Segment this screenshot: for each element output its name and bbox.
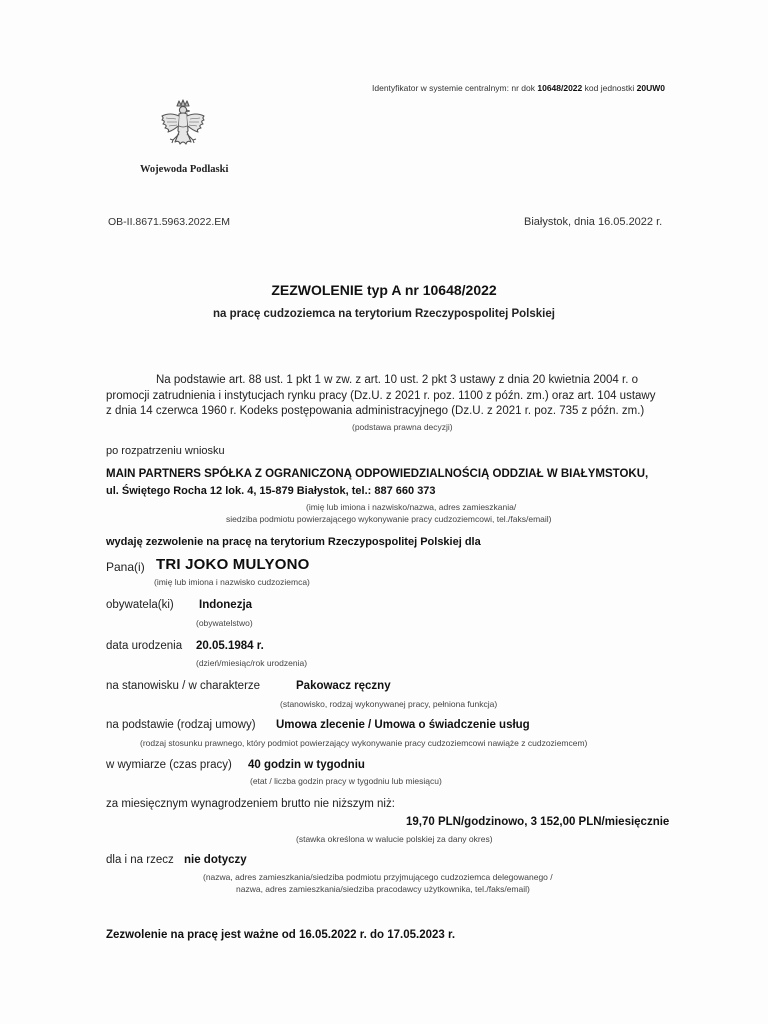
working-hours-note: (etat / liczba godzin pracy w tygodniu lub miesiącu): [250, 776, 442, 786]
identifier-unit-prefix: kod jednostki: [584, 83, 635, 93]
position-value: Pakowacz ręczny: [296, 680, 391, 692]
identifier-doc-number: 10648/2022: [537, 83, 583, 93]
salary-label: za miesięcznym wynagrodzeniem brutto nie niższym niż:: [106, 798, 395, 810]
working-hours-value: 40 godzin w tygodniu: [248, 759, 365, 771]
beneficiary-note-2: nazwa, adres zamieszkania/siedziba pracodawcy użytkownika, tel./faks/email): [236, 884, 530, 894]
application-intro: po rozpatrzeniu wniosku: [106, 445, 225, 457]
legal-basis-line-2: promocji zatrudnienia i instytucjach rynku pracy (Dz.U. z 2021 r. poz. 1100 z późn. zm.) oraz art. 104 ustawy: [106, 390, 656, 402]
legal-basis-line-1: Na podstawie art. 88 ust. 1 pkt 1 w zw. z art. 10 ust. 2 pkt 3 ustawy z dnia 20 kwietnia 2004 r. o: [156, 374, 638, 386]
employer-note-2: siedziba podmiotu powierzającego wykonywanie pracy cudzoziemcowi, tel./faks/email): [226, 514, 552, 524]
date-of-birth-value: 20.05.1984 r.: [196, 640, 264, 652]
permit-validity: Zezwolenie na pracę jest ważne od 16.05.2022 r. do 17.05.2023 r.: [106, 929, 456, 941]
issuing-authority: Wojewoda Podlaski: [140, 164, 229, 175]
polish-eagle-emblem-icon: [158, 98, 208, 158]
contract-type-note: (rodzaj stosunku prawnego, który podmiot powierzający wykonywanie pracy cudzoziemcowi nawiąże z cudzoziemcem): [140, 738, 588, 748]
citizenship-value: Indonezja: [199, 599, 253, 611]
salary-note: (stawka określona w walucie polskiej za dany okres): [296, 834, 493, 844]
beneficiary-note-1: (nazwa, adres zamieszkania/siedziba podmiotu przyjmującego cudzoziemca delegowanego /: [203, 872, 553, 882]
citizenship-label: obywatela(ki): [106, 599, 174, 611]
foreigner-name: TRI JOKO MULYONO: [156, 556, 310, 573]
identifier-prefix: Identyfikator w systemie centralnym: nr dok: [372, 83, 535, 93]
employer-address: ul. Świętego Rocha 12 lok. 4, 15-879 Białystok, tel.: 887 660 373: [106, 485, 436, 497]
foreigner-name-label: Pana(i): [106, 560, 145, 574]
central-system-identifier: [372, 83, 665, 93]
foreigner-name-note: (imię lub imiona i nazwisko cudzoziemca): [154, 577, 310, 587]
citizenship-note: (obywatelstwo): [196, 618, 253, 628]
place-and-date: Białystok, dnia 16.05.2022 r.: [524, 216, 663, 228]
contract-type-label: na podstawie (rodzaj umowy): [106, 719, 256, 731]
position-note: (stanowisko, rodzaj wykonywanej pracy, pełniona funkcja): [280, 699, 498, 709]
document-title: ZEZWOLENIE typ A nr 10648/2022: [271, 282, 497, 298]
case-reference-number: OB-II.8671.5963.2022.EM: [108, 216, 230, 228]
beneficiary-value: nie dotyczy: [184, 854, 247, 866]
salary-value: 19,70 PLN/godzinowo, 3 152,00 PLN/miesięcznie: [406, 816, 670, 828]
issue-statement: wydaję zezwolenie na pracę na terytorium Rzeczypospolitej Polskiej dla: [106, 536, 481, 548]
document-subtitle: na pracę cudzoziemca na terytorium Rzeczypospolitej Polskiej: [213, 308, 555, 320]
position-label: na stanowisku / w charakterze: [106, 680, 261, 692]
date-of-birth-label: data urodzenia: [106, 640, 183, 652]
identifier-unit-code: 20UW0: [636, 83, 665, 93]
beneficiary-label: dla i na rzecz: [106, 854, 174, 866]
employer-note-1: (imię lub imiona i nazwisko/nazwa, adres zamieszkania/: [306, 502, 517, 512]
employer-name: MAIN PARTNERS SPÓŁKA Z OGRANICZONĄ ODPOWIEDZIALNOŚCIĄ ODDZIAŁ W BIAŁYMSTOKU,: [106, 468, 649, 480]
contract-type-value: Umowa zlecenie / Umowa o świadczenie usług: [276, 719, 530, 731]
date-of-birth-note: (dzień/miesiąc/rok urodzenia): [196, 658, 308, 668]
legal-basis-line-3: z dnia 14 czerwca 1960 r. Kodeks postępowania administracyjnego (Dz.U. z 2021 r. poz. 735 z późn. zm.): [106, 405, 645, 417]
working-hours-label: w wymiarze (czas pracy): [106, 759, 232, 771]
legal-basis-note: (podstawa prawna decyzji): [352, 422, 453, 432]
